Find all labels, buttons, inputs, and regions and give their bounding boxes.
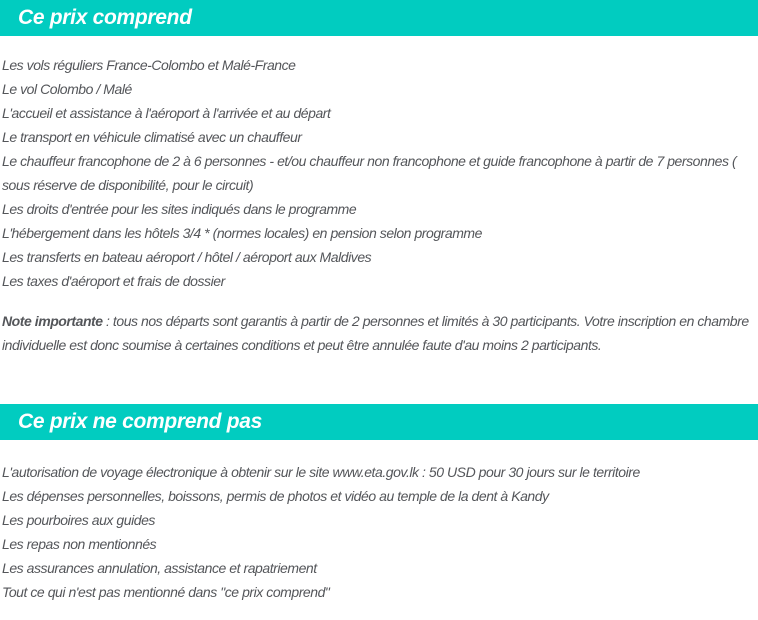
price-excludes-list	[0, 460, 758, 604]
price-excludes-header	[0, 404, 758, 440]
included-item: Les taxes d'aéroport et frais de dossier	[2, 273, 225, 289]
excluded-item: Tout ce qui n'est pas mentionné dans "ce prix comprend"	[2, 584, 330, 600]
important-note-paragraph	[2, 309, 756, 357]
excluded-item: Les assurances annulation, assistance et rapatriement	[2, 560, 317, 576]
included-item: L'accueil et assistance à l'aéroport à l'arrivée et au départ	[2, 105, 331, 121]
excluded-item: Les pourboires aux guides	[2, 512, 155, 528]
included-item: Les vols réguliers France-Colombo et Malé-France	[2, 57, 296, 73]
price-includes-list	[0, 53, 758, 293]
included-item: Le vol Colombo / Malé	[2, 81, 132, 97]
included-item: Le transport en véhicule climatisé avec un chauffeur	[2, 129, 302, 145]
price-includes-header	[0, 0, 758, 36]
excluded-item: L'autorisation de voyage électronique à obtenir sur le site www.eta.gov.lk : 50 USD pour 30 jours sur le territoire	[2, 464, 640, 480]
included-item: L'hébergement dans les hôtels 3/4 * (normes locales) en pension selon programme	[2, 225, 482, 241]
included-item: Le chauffeur francophone de 2 à 6 personnes - et/ou chauffeur non francophone et guide francophone à partir de 7 personnes ( sous réserve de disponibilité, pour le circuit)	[2, 153, 737, 193]
important-note-label: Note importante	[2, 313, 103, 329]
price-excludes-title: Ce prix ne comprend pas	[18, 410, 263, 433]
included-item: Les transferts en bateau aéroport / hôtel / aéroport aux Maldives	[2, 249, 372, 265]
price-includes-title: Ce prix comprend	[18, 6, 192, 29]
included-item: Les droits d'entrée pour les sites indiqués dans le programme	[2, 201, 357, 217]
important-note-text: : tous nos départs sont garantis à partir de 2 personnes et limités à 30 participants. Votre inscription en chambre individuelle est donc soumise à certaines conditions et peut être annulée faute d'au moins 2 participants.	[2, 313, 749, 353]
excluded-item: Les repas non mentionnés	[2, 536, 157, 552]
excluded-item: Les dépenses personnelles, boissons, permis de photos et vidéo au temple de la dent à Kandy	[2, 488, 549, 504]
important-note	[0, 309, 758, 357]
